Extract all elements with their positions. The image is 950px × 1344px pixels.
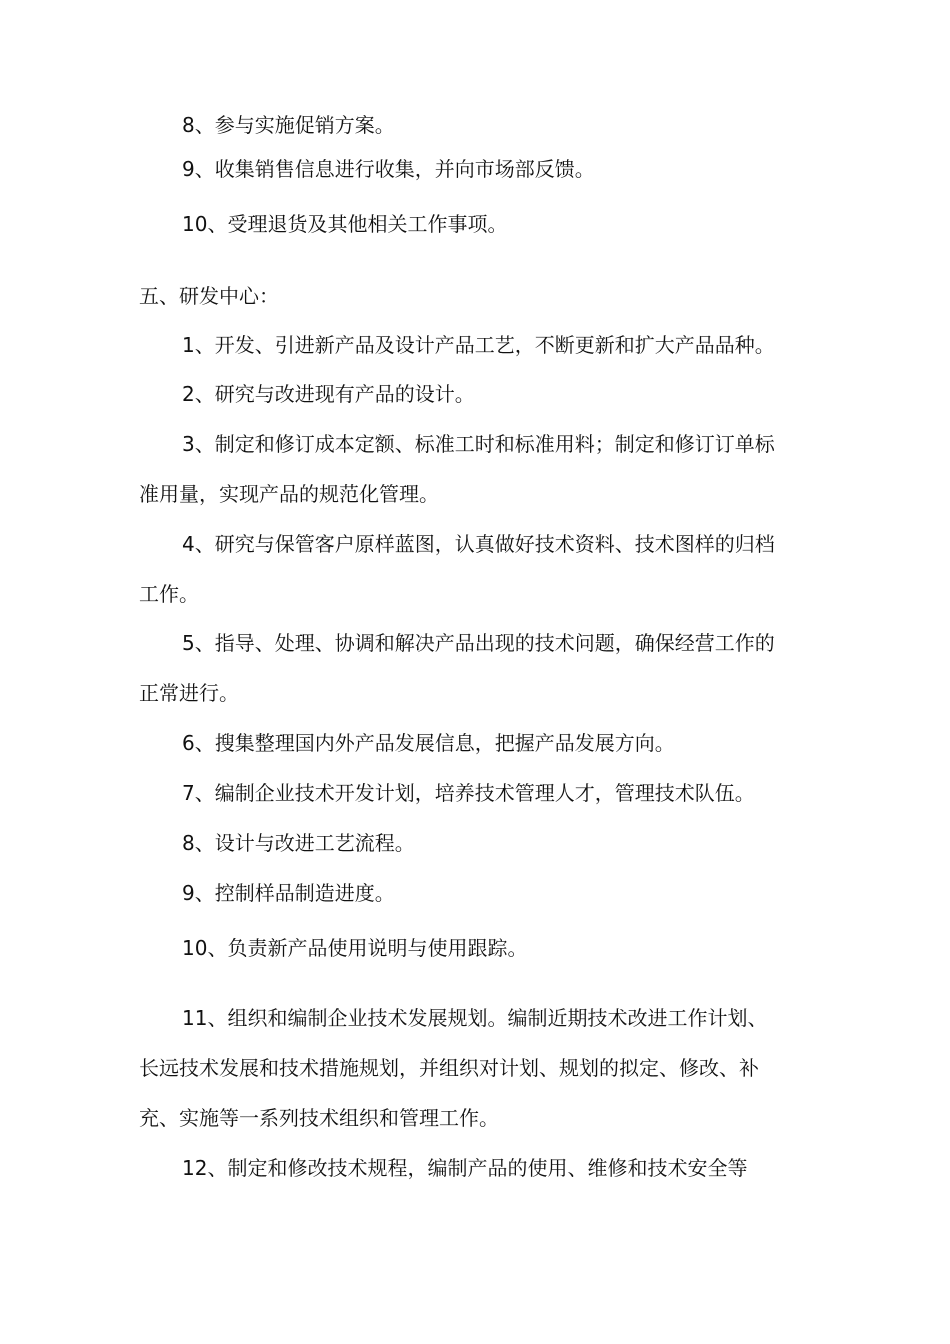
sales-item-8: 8、参与实施促销方案。 [182, 113, 395, 137]
rd-item-8: 8、设计与改进工艺流程。 [182, 831, 415, 855]
rd-item-9: 9、控制样品制造进度。 [182, 881, 395, 905]
rd-item-11-cont-2: 充、实施等一系列技术组织和管理工作。 [139, 1106, 499, 1130]
rd-item-1: 1、开发、引进新产品及设计产品工艺，不断更新和扩大产品品种。 [182, 333, 775, 357]
rd-item-3: 3、制定和修订成本定额、标准工时和标准用料；制定和修订订单标 [182, 432, 775, 456]
sales-item-10: 10、受理退货及其他相关工作事项。 [182, 212, 508, 236]
rd-item-2: 2、研究与改进现有产品的设计。 [182, 382, 475, 406]
rd-item-3-cont: 准用量，实现产品的规范化管理。 [139, 482, 439, 506]
rd-item-11: 11、组织和编制企业技术发展规划。编制近期技术改进工作计划、 [182, 1006, 768, 1030]
rd-item-5-cont: 正常进行。 [139, 681, 239, 705]
rd-item-7: 7、编制企业技术开发计划，培养技术管理人才，管理技术队伍。 [182, 781, 755, 805]
rd-item-10: 10、负责新产品使用说明与使用跟踪。 [182, 936, 528, 960]
rd-item-11-cont-1: 长远技术发展和技术措施规划，并组织对计划、规划的拟定、修改、补 [139, 1056, 759, 1080]
rd-item-12: 12、制定和修改技术规程，编制产品的使用、维修和技术安全等 [182, 1156, 748, 1180]
sales-item-9: 9、收集销售信息进行收集，并向市场部反馈。 [182, 157, 595, 181]
rd-item-5: 5、指导、处理、协调和解决产品出现的技术问题，确保经营工作的 [182, 631, 775, 655]
rd-item-4: 4、研究与保管客户原样蓝图，认真做好技术资料、技术图样的归档 [182, 532, 775, 556]
rd-item-4-cont: 工作。 [139, 582, 199, 606]
rd-item-6: 6、搜集整理国内外产品发展信息，把握产品发展方向。 [182, 731, 675, 755]
section-heading: 五、研发中心： [139, 284, 279, 308]
